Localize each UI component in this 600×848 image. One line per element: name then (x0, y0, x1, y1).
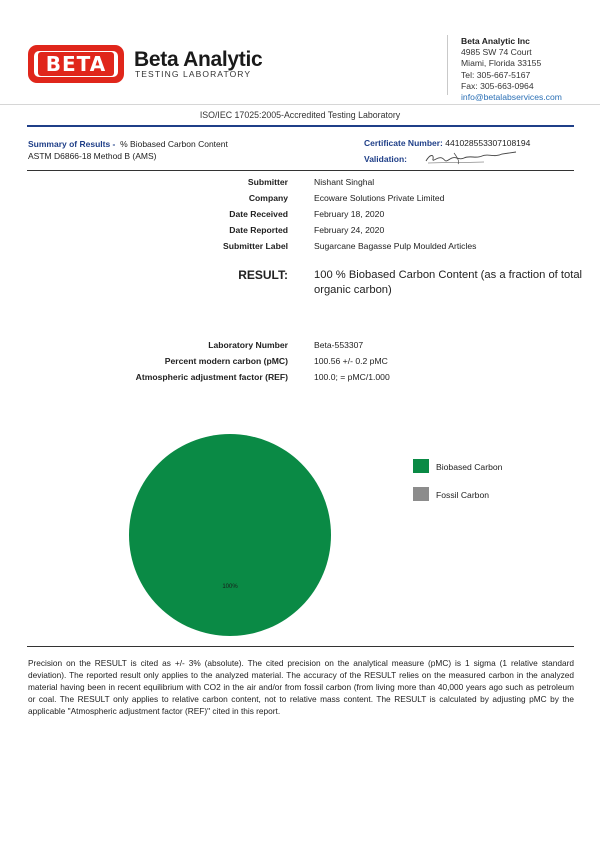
footer-rule (27, 646, 574, 647)
brand-subtitle: TESTING LABORATORY (135, 69, 252, 79)
beta-logo (28, 45, 124, 83)
legend-label-biobased: Biobased Carbon (436, 462, 503, 472)
result-value: 100 % Biobased Carbon Content (as a fraction of total organic carbon) (314, 269, 583, 296)
laboratory-number-label: Laboratory Number (208, 340, 288, 350)
submitter-label-label: Submitter Label (223, 241, 288, 251)
company-value: Ecoware Solutions Private Limited (314, 193, 445, 203)
company-address (461, 36, 562, 103)
certificate-label: Certificate Number: (364, 138, 443, 148)
header-divider (447, 35, 448, 95)
pmc-value: 100.56 +/- 0.2 pMC (314, 356, 388, 366)
certificate-number: 441028553307108194 (445, 138, 531, 148)
header-rule-top (0, 104, 600, 105)
ref-label: Atmospheric adjustment factor (REF) (135, 372, 288, 382)
header-rule-blue (27, 125, 574, 127)
pie-data-label: 100% (222, 584, 238, 590)
date-reported-label: Date Reported (229, 225, 288, 235)
accreditation-line: ISO/IEC 17025:2005-Accredited Testing Laboratory (199, 110, 401, 120)
result-label: RESULT: (238, 268, 288, 282)
logo-text: BETA (38, 52, 114, 76)
address-line-2: Miami, Florida 33155 (461, 58, 542, 69)
date-received-value: February 18, 2020 (314, 209, 385, 219)
submitter-label-value: Sugarcane Bagasse Pulp Moulded Articles (314, 241, 477, 251)
phone-number: Tel: 305-667-5167 (461, 69, 531, 80)
date-received-label: Date Received (229, 209, 288, 219)
validation-signature (424, 150, 518, 166)
ref-value: 100.0; = pMC/1.000 (314, 372, 390, 382)
certificate-block (364, 138, 530, 148)
summary-title: % Biobased Carbon Content (120, 139, 228, 149)
legend-swatch-biobased (413, 459, 429, 473)
legend-swatch-fossil (413, 487, 429, 501)
laboratory-number-value: Beta-553307 (314, 340, 364, 350)
email-link[interactable]: info@betalabservices.com (461, 92, 562, 103)
summary-block (28, 138, 228, 162)
summary-rule (27, 170, 574, 171)
biobased-carbon-pie-chart (120, 425, 350, 645)
address-line-1: 4985 SW 74 Court (461, 47, 532, 58)
fax-number: Fax: 305-663-0964 (461, 80, 534, 91)
date-reported-value: February 24, 2020 (314, 225, 385, 235)
legend-label-fossil: Fossil Carbon (436, 490, 490, 500)
brand-name: Beta Analytic (134, 48, 263, 71)
submitter-label: Submitter (247, 177, 288, 187)
pie-slice-biobased-carbon (129, 434, 331, 636)
company-label: Company (248, 193, 288, 203)
company-name: Beta Analytic Inc (461, 36, 530, 46)
summary-method: ASTM D6866-18 Method B (AMS) (28, 151, 157, 161)
summary-label: Summary of Results - (28, 139, 116, 149)
pmc-label: Percent modern carbon (pMC) (164, 356, 288, 366)
submitter-value: Nishant Singhal (314, 177, 375, 187)
footnote: Precision on the RESULT is cited as +/- 3% (absolute). The cited precision on the analytical measure (pMC) is 1 sigma (1 relative standard deviation). The reported result only applies to the analyzed material. The accuracy of the RESULT relies on the measured carbon in the analyzed material having been in recent equilibrium with CO2 in the air and/or from fossil carbon (from living more than 40,000 years ago such as petroleum or coal. The RESULT only applies to relative carbon content, not to relative mass content. The RESULT is calculated by adjusting pMC by the applicable "Atmospheric adjustment factor (REF)" cited in this report. (28, 658, 574, 717)
validation-label: Validation: (364, 154, 407, 164)
